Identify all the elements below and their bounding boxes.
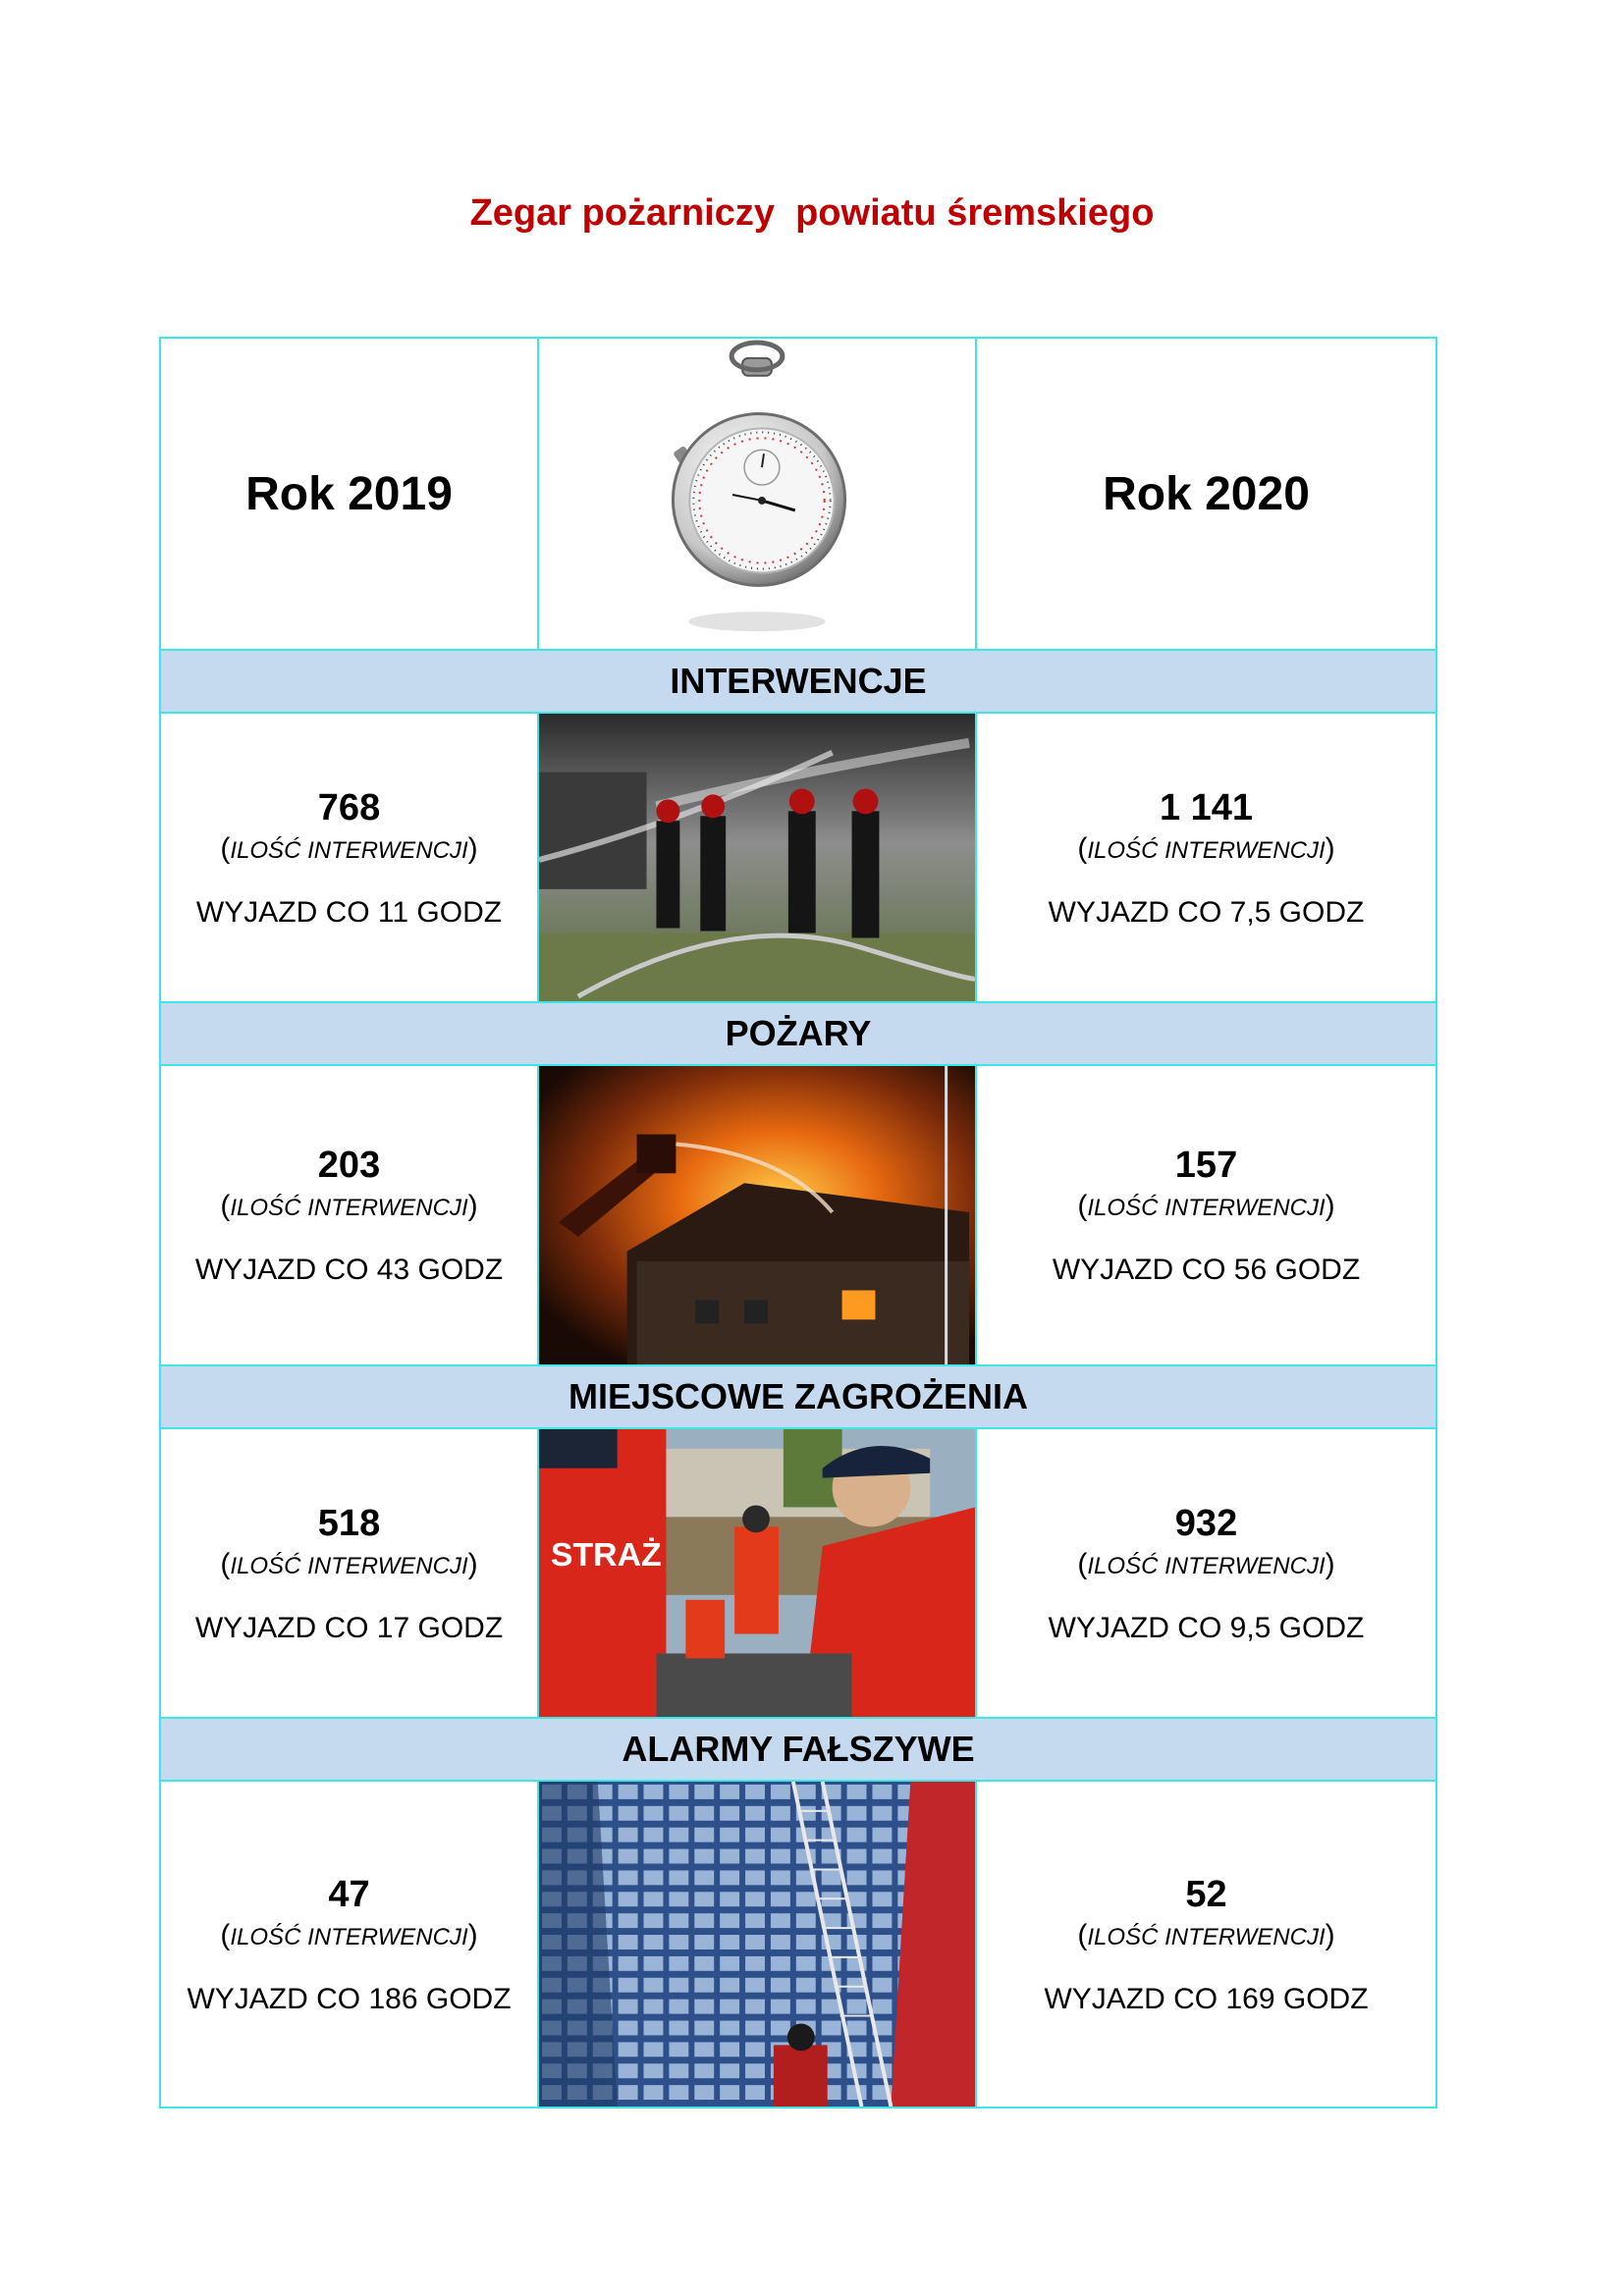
count-caption: (ILOŚĆ INTERWENCJI) <box>1077 1547 1335 1580</box>
ladder-building-photo <box>538 1781 976 2108</box>
flood-rescue-photo <box>538 1428 976 1718</box>
count-2020: 1 141 <box>1159 786 1254 828</box>
stats-2019-cell <box>160 1781 538 2108</box>
stats-2019-cell <box>160 1065 538 1365</box>
section-row <box>160 1065 1436 1365</box>
frequency-2020: WYJAZD CO 9,5 GODZ <box>1048 1611 1365 1644</box>
section-row <box>160 1428 1436 1718</box>
count-2020: 932 <box>1174 1502 1238 1544</box>
count-2020: 52 <box>1185 1873 1227 1915</box>
fire-clock-table <box>159 337 1437 2109</box>
year-2020-cell <box>976 338 1436 650</box>
stats-2020-cell <box>976 1065 1436 1365</box>
frequency-2019: WYJAZD CO 186 GODZ <box>187 1982 512 2015</box>
header-row <box>160 338 1436 650</box>
section-band <box>160 650 1436 713</box>
count-caption: (ILOŚĆ INTERWENCJI) <box>1077 1190 1335 1222</box>
frequency-2020: WYJAZD CO 7,5 GODZ <box>1048 895 1365 929</box>
section-band <box>160 1002 1436 1065</box>
frequency-2020: WYJAZD CO 56 GODZ <box>1052 1254 1361 1286</box>
frequency-2019: WYJAZD CO 11 GODZ <box>195 895 503 929</box>
frequency-2019: WYJAZD CO 17 GODZ <box>194 1611 504 1644</box>
year-2019-cell <box>160 338 538 650</box>
burning-building-photo <box>538 1065 976 1365</box>
section-title: POŻARY <box>160 1002 1436 1065</box>
firefighters-hose-photo <box>538 713 976 1002</box>
count-caption: (ILOŚĆ INTERWENCJI) <box>220 1918 478 1951</box>
section-band <box>160 1365 1436 1428</box>
count-2019: 47 <box>328 1873 370 1915</box>
stats-2020-cell <box>976 713 1436 1002</box>
year-2019-heading: Rok 2019 <box>245 467 453 520</box>
page-title: Zegar pożarniczy powiatu śremskiego <box>469 192 1155 234</box>
count-2019: 768 <box>317 786 381 828</box>
section-title: INTERWENCJE <box>160 650 1436 713</box>
count-caption: (ILOŚĆ INTERWENCJI) <box>1077 1918 1335 1951</box>
vest-lettering: STRAŻ <box>550 1536 662 1575</box>
stats-2019-cell <box>160 713 538 1002</box>
section-band <box>160 1718 1436 1781</box>
year-2020-heading: Rok 2020 <box>1103 467 1310 520</box>
section-title: ALARMY FAŁSZYWE <box>160 1718 1436 1781</box>
stats-2020-cell <box>976 1781 1436 2108</box>
count-caption: (ILOŚĆ INTERWENCJI) <box>220 1547 478 1580</box>
section-row <box>160 1781 1436 2108</box>
stopwatch-image <box>538 338 976 650</box>
count-caption: (ILOŚĆ INTERWENCJI) <box>220 831 478 865</box>
frequency-2020: WYJAZD CO 169 GODZ <box>1044 1982 1369 2015</box>
frequency-2019: WYJAZD CO 43 GODZ <box>194 1254 504 1286</box>
count-2020: 157 <box>1174 1145 1238 1186</box>
count-2019: 518 <box>317 1502 381 1544</box>
count-2019: 203 <box>317 1145 381 1186</box>
section-row <box>160 713 1436 1002</box>
stats-2019-cell <box>160 1428 538 1718</box>
stats-2020-cell <box>976 1428 1436 1718</box>
count-caption: (ILOŚĆ INTERWENCJI) <box>220 1190 478 1222</box>
section-title: MIEJSCOWE ZAGROŻENIA <box>160 1365 1436 1428</box>
count-caption: (ILOŚĆ INTERWENCJI) <box>1077 831 1335 865</box>
